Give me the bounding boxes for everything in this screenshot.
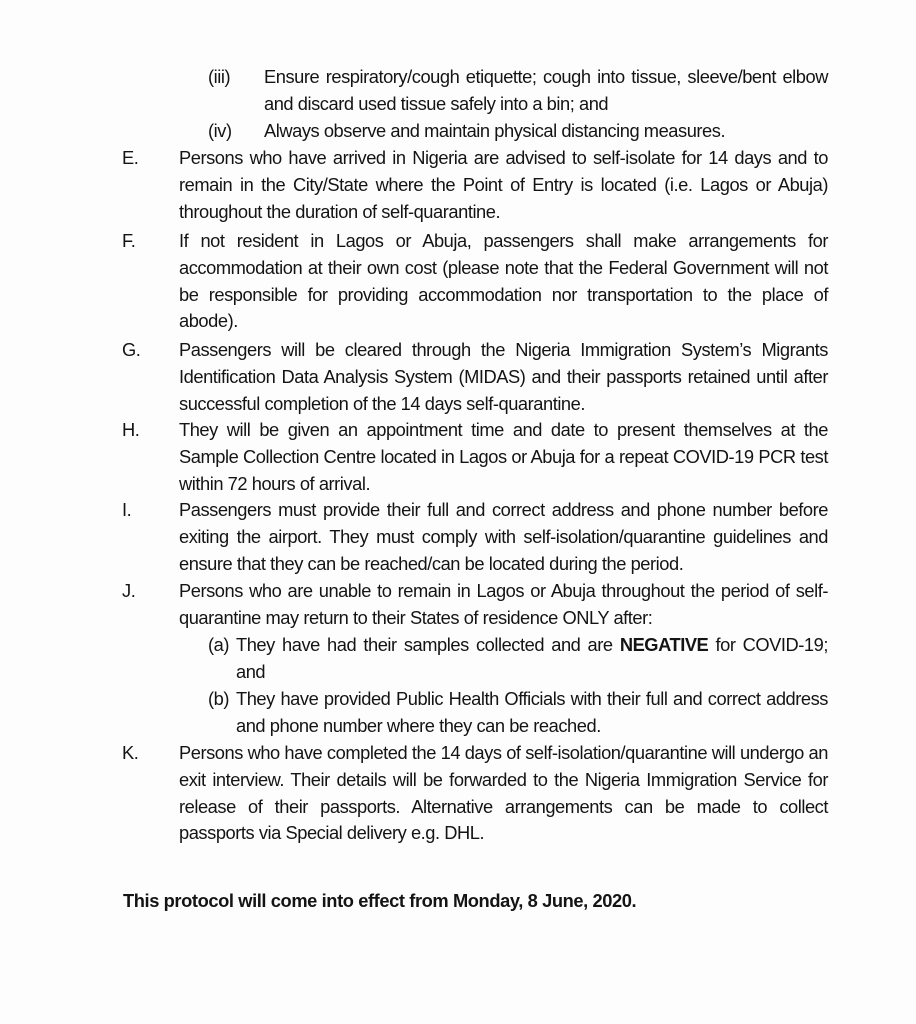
effective-date-statement: This protocol will come into effect from Monday, 8 June, 2020. — [123, 890, 637, 911]
item-j-subitem-b — [208, 686, 828, 740]
item-label: J. — [122, 580, 136, 601]
list-text: Always observe and maintain physical distancing measures. — [264, 120, 726, 141]
list-item-iv — [208, 118, 828, 145]
subitem-text: They have provided Public Health Officials with their full and correct address and phone number where they can be reached. — [236, 688, 828, 736]
item-f — [122, 228, 828, 335]
subitem-label: (b) — [208, 688, 229, 709]
item-label: E. — [122, 147, 139, 168]
item-text: Passengers will be cleared through the Nigeria Immigration System’s Migrants Identification Data Analysis System (MIDAS) and their passports retained until after successful completion of the 14 days self-quarantine. — [179, 339, 828, 414]
item-j — [122, 578, 828, 632]
list-item-iii — [208, 64, 828, 118]
subitem-label: (a) — [208, 634, 229, 655]
subitem-text: They have had their samples collected and are NEGATIVE for COVID-19; and — [236, 634, 828, 682]
item-j-subitem-a — [208, 632, 828, 686]
item-g — [122, 337, 828, 417]
item-text: Persons who have arrived in Nigeria are advised to self-isolate for 14 days and to remain in the City/State where the Point of Entry is located (i.e. Lagos or Abuja) throughout the duration of self-quarantine. — [179, 147, 828, 222]
item-text: Persons who are unable to remain in Lagos or Abuja throughout the period of self-quarantine may return to their States of residence ONLY after: — [179, 580, 828, 628]
item-label: F. — [122, 230, 136, 251]
item-label: K. — [122, 742, 139, 763]
item-i — [122, 497, 828, 577]
list-text: Ensure respiratory/cough etiquette; cough into tissue, sleeve/bent elbow and discard used tissue safely into a bin; and — [264, 66, 828, 114]
item-k — [122, 740, 828, 847]
item-text: Persons who have completed the 14 days of self-isolation/quarantine will undergo an exit interview. Their details will be forwarded to the Nigeria Immigration Service for release of their passports. Alternative arrangements can be made to collect passports via Special delivery e.g. DHL. — [179, 742, 828, 844]
list-label: (iii) — [208, 66, 231, 87]
item-text: If not resident in Lagos or Abuja, passengers shall make arrangements for accommodation at their own cost (please note that the Federal Government will not be responsible for providing accommodation nor transportation to the place of abode). — [179, 230, 828, 332]
item-text: They will be given an appointment time and date to present themselves at the Sample Collection Centre located in Lagos or Abuja for a repeat COVID-19 PCR test within 72 hours of arrival. — [179, 419, 828, 494]
item-label: G. — [122, 339, 141, 360]
item-h — [122, 417, 828, 497]
item-label: H. — [122, 419, 140, 440]
item-e — [122, 145, 828, 225]
item-label: I. — [122, 499, 132, 520]
negative-emphasis: NEGATIVE — [619, 634, 709, 655]
item-text: Passengers must provide their full and correct address and phone number before exiting the airport. They must comply with self-isolation/quarantine guidelines and ensure that they can be reached/can be located during the period. — [179, 499, 828, 574]
list-label: (iv) — [208, 120, 232, 141]
